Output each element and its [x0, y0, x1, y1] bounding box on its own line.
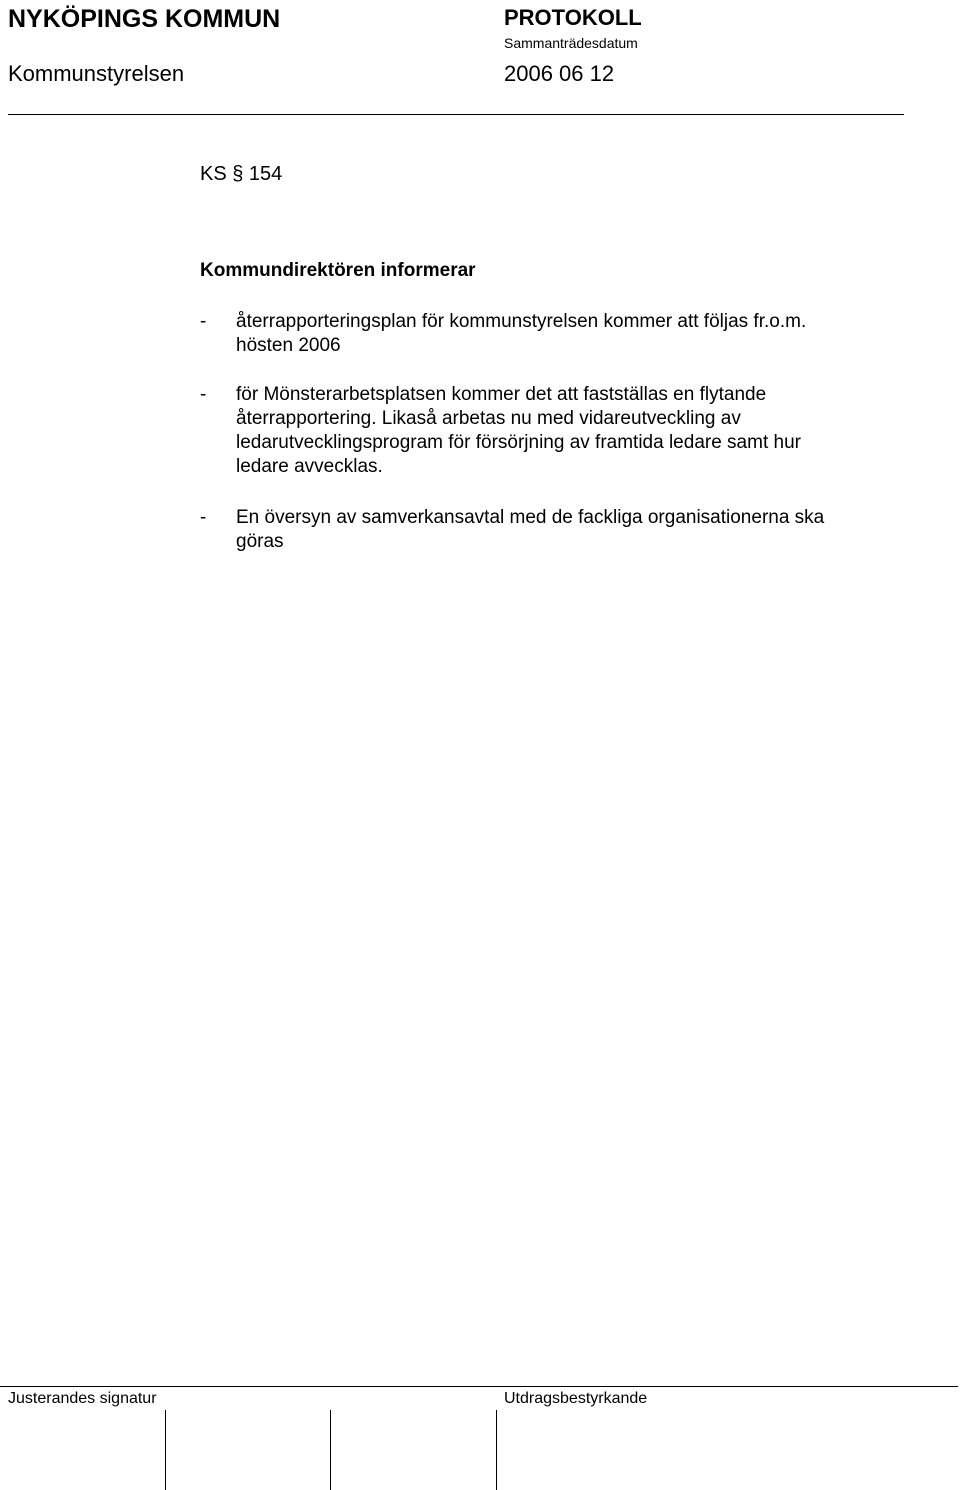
text-line: ledarutvecklingsprogram för försörjning av framtida ledare samt hur: [236, 432, 801, 453]
text-line: hösten 2006: [236, 335, 341, 356]
committee-name: Kommunstyrelsen: [8, 61, 185, 86]
header-divider: [8, 114, 904, 115]
text-line: ledare avvecklas.: [236, 456, 383, 477]
extract-label: Utdragsbestyrkande: [504, 1390, 648, 1407]
list-item-text: [236, 310, 916, 358]
signature-box-divider: [165, 1410, 166, 1490]
meeting-date: 2006 06 12: [504, 61, 615, 86]
text-line: för Mönsterarbetsplatsen kommer det att fastställas en flytande: [236, 384, 767, 405]
text-line: återrapporteringsplan för kommunstyrelsen kommer att följas fr.o.m.: [236, 311, 807, 332]
meeting-date-label: Sammanträdesdatum: [504, 35, 638, 51]
document-type: PROTOKOLL: [504, 5, 642, 30]
organization-name: NYKÖPINGS KOMMUN: [8, 5, 281, 33]
signature-box-divider: [330, 1410, 331, 1490]
text-line: göras: [236, 531, 284, 552]
text-line: återrapportering. Likaså arbetas nu med vidareutveckling av: [236, 408, 741, 429]
list-item-marker: -: [200, 384, 207, 405]
signature-box-divider: [496, 1410, 497, 1490]
list-item-marker: -: [200, 507, 207, 528]
footer-divider: [0, 1386, 958, 1387]
text-line: En översyn av samverkansavtal med de fackliga organisationerna ska: [236, 507, 825, 528]
signature-label: Justerandes signatur: [8, 1390, 157, 1407]
paragraph-number: KS § 154: [200, 163, 283, 185]
list-item-text: [236, 383, 916, 479]
list-item-marker: -: [200, 311, 207, 332]
list-item-text: [236, 506, 916, 554]
section-heading: Kommundirektören informerar: [200, 260, 476, 281]
